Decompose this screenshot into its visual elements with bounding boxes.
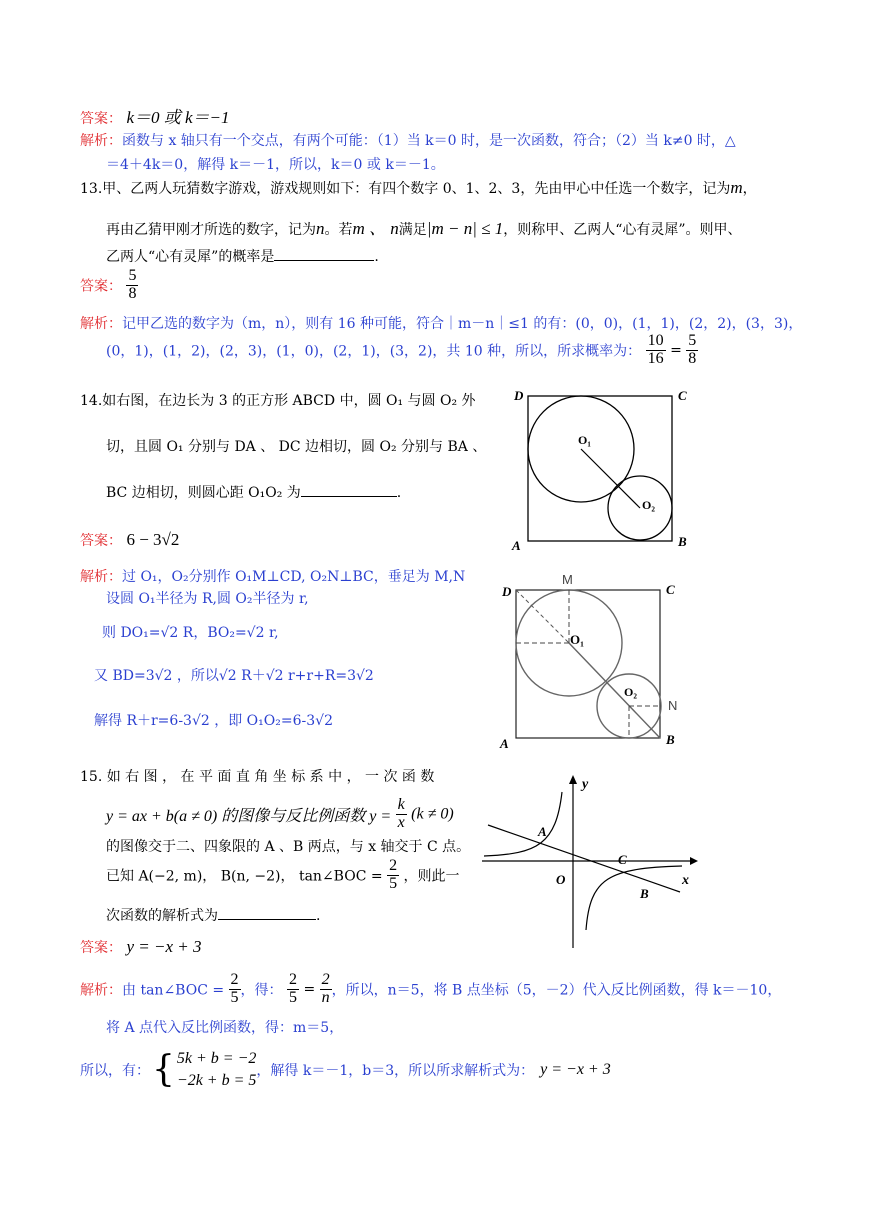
q14-answer-row: [80, 530, 179, 550]
label-o2: O₂: [642, 498, 655, 512]
q13-text2d: ，则称甲、乙两人“心有灵犀”。则甲、: [503, 222, 742, 238]
q13-text2b: 。若: [324, 222, 353, 238]
q13-text2c: 满足: [398, 222, 427, 238]
segment-o1o2: [581, 449, 640, 508]
numerator: k: [397, 796, 405, 813]
q13-analysis-text2: (0，1)，(1，2)，(2，3)，(1，0)，(2，1)，(3，2)，共 10 种，所以，所求概率为：: [106, 343, 642, 360]
label-n: N: [668, 698, 678, 713]
q13-analysis-line1: [80, 313, 802, 333]
equals: =: [303, 981, 316, 998]
q13-text3: 乙两人“心有灵犀”的概率是: [106, 249, 275, 265]
q14-analysis-text1: 过 O₁，O₂分别作 O₁M⊥CD, O₂N⊥BC，垂足为 M,N: [122, 569, 466, 585]
label-o: O: [556, 872, 566, 887]
q12-analysis-line2: ＝4＋4k＝0，解得 k＝－1，所以，k＝0 或 k＝－1。: [106, 157, 445, 173]
q14-line1: 14.如右图，在边长为 3 的正方形 ABCD 中，圆 O₁ 与圆 O₂ 外: [80, 393, 476, 409]
q14-analysis-line2: 设圆 O₁半径为 R,圆 O₂半径为 r,: [106, 591, 309, 607]
fraction-5-8: [686, 333, 698, 368]
q14-figure-squares-circles: [508, 382, 708, 554]
fraction-2-n: [320, 972, 332, 1007]
segment-do1: [516, 590, 569, 643]
label-a: A: [500, 736, 509, 751]
q14-analysis-line5: 解得 R＋r=6-3√2 ，即 O₁O₂=6-3√2: [94, 713, 333, 729]
q13-line1: 13.甲、乙两人玩猜数字游戏，游戏规则如下：有四个数字 0、1、2、3，先由甲心中任选一个数字，记为m，: [80, 178, 757, 197]
q14-text3: BC 边相切，则圆心距 O₁O₂ 为: [106, 485, 301, 501]
label-a: A: [512, 538, 521, 553]
label-a: A: [538, 824, 547, 839]
q15-so-have: 所以，有：: [80, 1062, 150, 1079]
fraction-2-5: [229, 972, 241, 1007]
answer-blank: [301, 496, 397, 497]
x-arrow: [690, 857, 698, 865]
q15-answer-row: [80, 937, 201, 957]
numerator: 5: [128, 267, 137, 284]
q13-line3: [106, 246, 379, 266]
analysis-label: 解析：: [80, 133, 122, 149]
q15-figure-coordinate: [478, 772, 708, 952]
q14-analysis-line3: 则 DO₁=√2 R，BO₂=√2 r,: [102, 625, 279, 641]
label-o2: O₂: [624, 685, 637, 699]
label-o1: O₁: [578, 433, 591, 447]
q15-line3: 的图像交于二、四象限的 A 、B 两点，与 x 轴交于 C 点。: [106, 839, 471, 855]
denominator: 8: [688, 349, 697, 367]
equation-2: −2k + b = 5: [176, 1071, 257, 1089]
fraction-2-5b: [287, 972, 299, 1007]
line-graph: [488, 825, 680, 892]
label-b: B: [678, 534, 687, 549]
q15-analysis-c: ，所以，n＝5，将 B 点坐标（5，－2）代入反比例函数，得 k＝－10，: [331, 982, 782, 999]
q12-analysis-text1: 函数与 x 轴只有一个交点，有两个可能：（1）当 k＝0 时，是一次函数，符合；（2）当 k≠0 时，△: [122, 133, 736, 149]
equals: =: [670, 342, 682, 359]
label-o1: O₁: [570, 632, 585, 647]
q13-text2a: 再由乙猜甲刚才所选的数字，记为: [106, 222, 316, 238]
equation-1: 5k + b = −2: [176, 1050, 257, 1067]
q15-analysis-line2: 将 A 点代入反比例函数，得：m＝5，: [106, 1020, 344, 1036]
q13-answer-row: [80, 268, 138, 303]
label-c: C: [666, 582, 675, 597]
q15-analysis-end: ，解得 k＝－1，b＝3，所以所求解析式为：: [256, 1062, 535, 1079]
answer-label: 答案：: [80, 940, 122, 956]
q15-line1: 15. 如 右 图 ， 在 平 面 直 角 坐 标 系 中 ， 一 次 函 数: [80, 769, 435, 785]
q15-text2b: (k ≠ 0): [411, 805, 454, 823]
numerator: 10: [647, 332, 664, 349]
q15-text5: 次函数的解析式为: [106, 908, 218, 924]
q15-text4b: ，则此一: [403, 868, 460, 885]
label-d: D: [502, 584, 512, 599]
fraction-10-16: [646, 333, 666, 368]
fraction-k-over-x: [396, 797, 407, 832]
q13-var-n: n: [316, 219, 325, 238]
q13-analysis-line2: [106, 333, 698, 368]
q15-analysis-line3: [80, 1048, 611, 1091]
denominator: n: [321, 988, 330, 1006]
numerator: 2: [230, 971, 239, 988]
q15-analysis-line1: [80, 972, 781, 1007]
q13-answer-fraction: [126, 268, 138, 303]
denominator: 5: [389, 874, 398, 892]
label-b: B: [640, 886, 649, 901]
q14-analysis-line4: 又 BD=3√2 ，所以√2 R＋√2 r+r+R=3√2: [94, 668, 374, 684]
q13-analysis-text1: 记甲乙选的数字为（m，n），则有 16 种可能，符合｜m－n｜≤1 的有：(0，0)，(1，1)，(2，2)，(3，3)，: [122, 316, 803, 332]
answer-label: 答案：: [80, 533, 122, 549]
equation-system: [177, 1048, 257, 1091]
q13-var-m: m: [730, 178, 743, 197]
q13-inequality: |m − n| ≤ 1: [426, 219, 504, 238]
q13-text1: 13.甲、乙两人玩猜数字游戏，游戏规则如下：有四个数字 0、1、2、3，先由甲心中任选一个数字，记为: [80, 181, 731, 197]
label-x: x: [682, 873, 689, 888]
q15-line5: [106, 905, 320, 925]
q13-line2: [106, 214, 742, 239]
numerator: 2: [289, 971, 297, 988]
q14-line3: [106, 482, 401, 502]
analysis-label: 解析：: [80, 982, 122, 999]
q12-analysis-line1: [80, 130, 736, 150]
period: .: [374, 249, 379, 265]
q14-line2: 切，且圆 O₁ 分别与 DA 、 DC 边相切，圆 O₂ 分别与 BA 、: [106, 439, 487, 455]
denominator: 16: [647, 349, 664, 367]
answer-blank: [218, 919, 316, 920]
period: .: [316, 908, 321, 924]
q15-answer: y = −x + 3: [126, 937, 202, 956]
numerator: 2: [389, 857, 398, 874]
y-arrow: [569, 775, 577, 784]
q13-var-mn: m 、 n: [352, 219, 399, 238]
denominator: x: [397, 813, 405, 831]
label-c: C: [618, 852, 627, 867]
analysis-label: 解析：: [80, 316, 122, 332]
fraction-2-5: [387, 858, 399, 893]
q15-analysis-a: 由 tan∠BOC =: [122, 982, 225, 999]
q12-answer: k＝0 或 k＝−1: [126, 108, 230, 127]
q15-line2: [106, 797, 454, 832]
answer-label: 答案：: [80, 111, 122, 127]
label-y: y: [582, 777, 589, 792]
numerator: 2: [321, 971, 330, 988]
label-d: D: [514, 388, 524, 403]
diagonal-o1b: [569, 643, 660, 738]
q15-analysis-b: ，得：: [240, 982, 283, 999]
brace: {: [152, 1048, 175, 1090]
answer-label: 答案：: [80, 278, 122, 295]
q15-line4: [106, 858, 460, 893]
denominator: 5: [230, 988, 239, 1006]
answer-blank: [274, 260, 374, 261]
analysis-label: 解析：: [80, 569, 122, 585]
period: .: [396, 485, 402, 501]
label-c: C: [678, 388, 687, 403]
q12-answer-row: [80, 103, 230, 128]
numerator: 5: [688, 332, 697, 349]
q15-text4a: 已知 A(−2, m)， B(n, −2)， tan∠BOC =: [106, 868, 383, 885]
denominator: 5: [289, 988, 297, 1006]
q14-analysis-line1: [80, 566, 465, 586]
denominator: 8: [128, 284, 137, 302]
q15-text2a: y = ax + b(a ≠ 0) 的图像与反比例函数 y =: [106, 807, 392, 825]
label-b: B: [666, 732, 675, 747]
q15-final: y = −x + 3: [540, 1060, 611, 1078]
q14-figure-solution: [496, 568, 696, 752]
q14-answer: 6 − 3√2: [126, 530, 180, 549]
label-m: M: [562, 572, 573, 587]
